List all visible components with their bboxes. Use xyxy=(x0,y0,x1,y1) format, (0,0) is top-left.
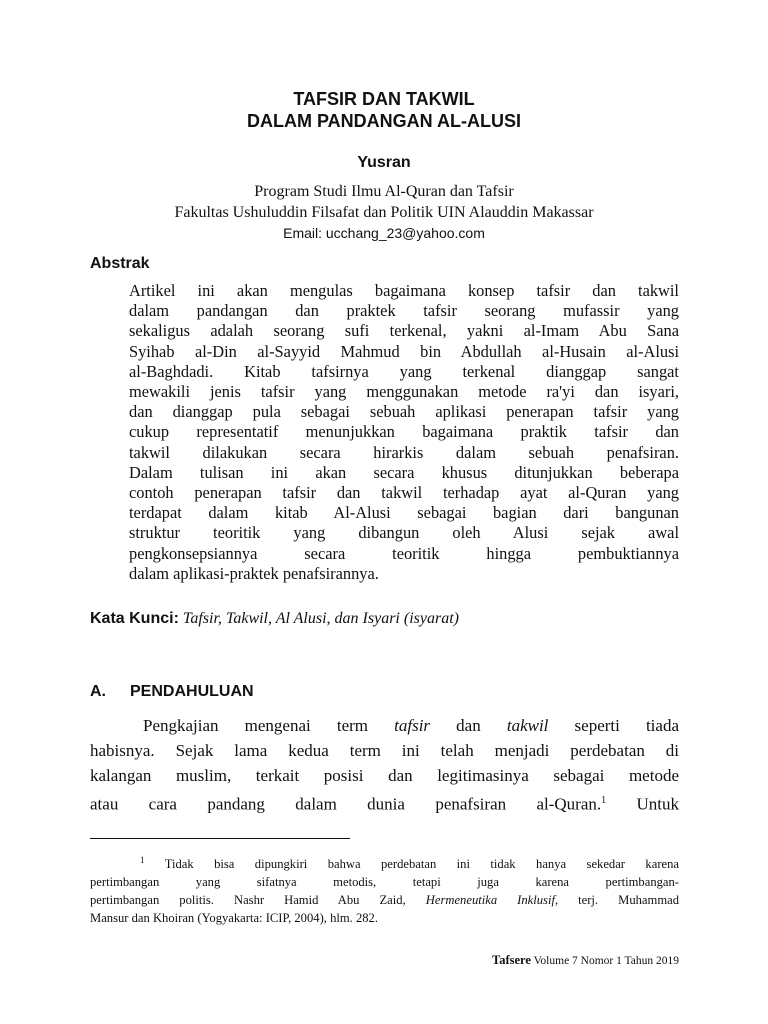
title-line-1: TAFSIR DAN TAKWIL xyxy=(293,89,475,109)
abstract-body xyxy=(129,281,679,584)
term-tafsir: tafsir xyxy=(394,716,431,735)
abstract-line: pengkonsepsiannya secara teoritik hingga pembuktiannya xyxy=(129,543,679,563)
footnote-ref[interactable]: 1 xyxy=(601,795,607,806)
footnote-line xyxy=(90,851,679,873)
section-title: PENDAHULUAN xyxy=(130,683,254,700)
footnote-divider xyxy=(90,838,350,839)
abstract-line: dalam pandangan dan praktek tafsir seorang mufassir yang xyxy=(129,301,679,321)
intro-line xyxy=(90,713,679,738)
section-heading xyxy=(90,683,254,701)
title-line-2: DALAM PANDANGAN AL-ALUSI xyxy=(247,111,521,131)
cited-book-title: Hermeneutika Inklusif xyxy=(425,893,555,908)
footnote xyxy=(90,851,679,927)
abstract-line: Dalam tulisan ini akan secara khusus ditunjukkan beberapa xyxy=(129,462,679,482)
footnote-text: pertimbangan politis. Nashr Hamid Abu Zaid, xyxy=(90,893,426,908)
journal-issue: Volume 7 Nomor 1 Tahun 2019 xyxy=(530,955,679,967)
footnote-text: , terj. Muhammad xyxy=(554,893,679,908)
abstract-line: Artikel ini akan mengulas bagaimana konsep tafsir dan takwil xyxy=(129,281,679,300)
abstract-line: contoh penerapan tafsir dan takwil terhadap ayat al-Quran yang xyxy=(129,483,679,503)
author-affiliation xyxy=(0,181,768,244)
affiliation-program: Program Studi Ilmu Al-Quran dan Tafsir xyxy=(254,183,514,200)
footnote-marker: 1 xyxy=(140,855,145,865)
author-name: Yusran xyxy=(357,154,411,171)
intro-line xyxy=(90,788,679,817)
abstract-line: struktur teoritik yang dibangun oleh Alusi sejak awal xyxy=(129,523,679,543)
footnote-line: pertimbangan yang sifatnya metodis, tetapi juga karena pertimbangan- xyxy=(90,875,679,890)
footnote-text: Tidak bisa dipungkiri bahwa perdebatan ini tidak hanya sekedar karena xyxy=(144,857,679,872)
section-number: A. xyxy=(90,683,106,700)
footnote-line: Mansur dan Khoiran (Yogyakarta: ICIP, 2004), hlm. 282. xyxy=(90,911,378,926)
abstract-line: al-Baghdadi. Kitab tafsirnya yang terkenal dianggap sangat xyxy=(129,361,679,381)
abstract-line: terdapat dalam kitab Al-Alusi sebagai bagian dari bangunan xyxy=(129,503,679,523)
intro-line: habisnya. Sejak lama kedua term ini telah menjadi perdebatan di xyxy=(90,741,679,760)
abstract-line: dalam aplikasi-praktek penafsirannya. xyxy=(129,563,379,583)
abstract-line: Syihab al-Din al-Sayyid Mahmud bin Abdullah al-Husain al-Alusi xyxy=(129,341,679,361)
page-footer xyxy=(492,953,679,968)
intro-paragraph xyxy=(90,713,679,817)
intro-line: kalangan muslim, terkait posisi dan legitimasinya sebagai metode xyxy=(90,766,679,785)
abstract-line: sekaligus adalah seorang sufi terkenal, yakni al-Imam Abu Sana xyxy=(129,321,679,341)
journal-name: Tafsere xyxy=(492,953,531,967)
paper-title xyxy=(0,88,768,132)
keywords-value: Tafsir, Takwil, Al Alusi, dan Isyari (isyarat) xyxy=(182,610,459,627)
keywords-label: Kata Kunci: xyxy=(90,610,179,627)
intro-text: atau cara pandang dalam dunia penafsiran al-Quran. xyxy=(90,794,602,814)
abstract-line: cukup representatif menunjukkan bagaimana praktik tafsir dan xyxy=(129,422,679,442)
term-takwil: takwil xyxy=(506,716,549,735)
abstract-heading: Abstrak xyxy=(90,255,150,272)
intro-text: Untuk xyxy=(606,794,680,814)
abstract-line: dan dianggap pula sebagai sebuah aplikasi penerapan tafsir yang xyxy=(129,402,679,422)
intro-text: seperti tiada xyxy=(548,716,679,735)
intro-text: dan xyxy=(430,716,507,735)
intro-text: Pengkajian mengenai term xyxy=(143,716,395,735)
abstract-line: mewakili jenis tafsir yang menggunakan metode ra'yi dan isyari, xyxy=(129,382,679,402)
abstract-line: takwil dilakukan secara hirarkis dalam sebuah penafsiran. xyxy=(129,442,679,462)
affiliation-faculty: Fakultas Ushuluddin Filsafat dan Politik UIN Alauddin Makassar xyxy=(174,204,594,221)
author-email: Email: ucchang_23@yahoo.com xyxy=(283,225,485,241)
keywords xyxy=(90,610,459,628)
footnote-line xyxy=(90,891,679,909)
